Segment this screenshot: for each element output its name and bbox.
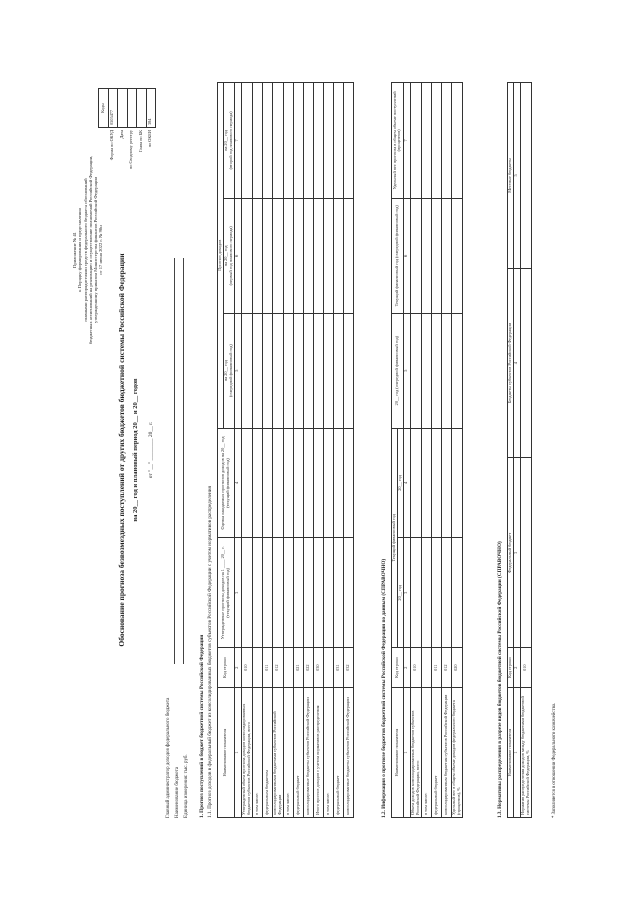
value-cell[interactable]: [333, 538, 343, 648]
col-num: 7: [403, 83, 410, 199]
th-approved: Утвержденные прогнозы доходов на 1 ____ 20__ г. (текущий финансовый год): [218, 538, 235, 648]
value-cell[interactable]: [421, 83, 431, 199]
value-cell[interactable]: [272, 538, 283, 648]
row-label: консолидированные бюджеты субъектов Российской Федерации: [303, 688, 313, 818]
value-cell[interactable]: [283, 198, 293, 313]
col-num: 7: [234, 83, 241, 199]
row-label: в том числе:: [283, 688, 293, 818]
code-label: по ОКЕИ: [147, 130, 153, 148]
section2-heading: 1.2. Информация о прогнозе бюджетов бюджетной системы Российской Федерации по данным (СПРАВОЧНО): [381, 558, 387, 818]
row-code: 030: [313, 648, 323, 688]
value-cell[interactable]: [410, 198, 421, 313]
th-cur1: 20__ год: [397, 538, 403, 648]
table-row: [431, 83, 441, 818]
th-next2: Текущий финансовый год (очередной финансовый год): [392, 198, 404, 313]
value-cell[interactable]: [241, 428, 252, 538]
col-num: 2: [234, 648, 241, 688]
row-code: 012: [441, 648, 451, 688]
value-cell[interactable]: [272, 313, 283, 428]
th-code: Код строки: [218, 648, 235, 688]
th-f2: на 20__ год (первый год планового периода): [223, 198, 234, 313]
row-code: [323, 648, 333, 688]
value-cell[interactable]: [293, 538, 303, 648]
table-norms: [507, 82, 532, 818]
value-cell[interactable]: [431, 198, 441, 313]
value-cell[interactable]: [323, 428, 333, 538]
value-cell[interactable]: [520, 268, 531, 458]
table-row: [283, 83, 293, 818]
document-title: Обоснование прогноза безвозмездных поступлений от других бюджетов бюджетной системы Российской Федерации: [117, 253, 126, 647]
table-row: [421, 83, 431, 818]
value-cell[interactable]: [451, 428, 462, 538]
row-code: 010: [410, 648, 421, 688]
table-row: [313, 83, 323, 818]
value-cell[interactable]: [410, 428, 421, 538]
value-cell[interactable]: [520, 458, 531, 648]
value-cell[interactable]: [303, 428, 313, 538]
annex-line: главными распорядителями средств федерального бюджета обоснований: [82, 178, 88, 322]
value-cell[interactable]: [313, 313, 323, 428]
th-share: Удельный вес прогноза в общем объеме поступлений (процентов): [392, 83, 404, 199]
value-cell[interactable]: [313, 428, 323, 538]
value-cell[interactable]: [431, 313, 441, 428]
value-cell[interactable]: [283, 83, 293, 199]
col-num: 2: [403, 648, 410, 688]
th-name: Наименование показателя: [392, 688, 404, 818]
value-cell[interactable]: [252, 198, 262, 313]
th-next: 20__ год (очередной финансовый год): [392, 313, 404, 428]
row-label: в том числе:: [252, 688, 262, 818]
meta-label: Наименование бюджета: [175, 766, 180, 818]
value-cell[interactable]: [323, 83, 333, 199]
value-cell[interactable]: [333, 313, 343, 428]
row-label: федеральный бюджет: [431, 688, 441, 818]
footnote: * Заполняется в отношении Федерального казначейства.: [552, 702, 557, 818]
value-cell[interactable]: [293, 83, 303, 199]
row-label: Объем доходов консолидированных бюджетов субъектов Российской Федерации, всего: [410, 688, 421, 818]
annex-line: Приложение № 41: [72, 232, 77, 268]
value-cell[interactable]: [283, 428, 293, 538]
table-forecast: [217, 82, 354, 818]
code-label: Форма по ОКУД: [109, 130, 115, 161]
th-estimate: Оценка ожидаемых прогнозов доходов на 20__ год (текущий финансовый год): [218, 428, 235, 538]
value-cell[interactable]: [252, 83, 262, 199]
code-value: 0505477: [108, 89, 118, 128]
col-num: 6: [403, 198, 410, 313]
value-cell[interactable]: [303, 313, 313, 428]
row-label: консолидированные бюджеты субъектов Российской Федерации: [343, 688, 353, 818]
table-row: [262, 83, 272, 818]
value-cell[interactable]: [441, 83, 451, 199]
value-cell[interactable]: [431, 428, 441, 538]
value-cell[interactable]: [293, 428, 303, 538]
th-code: Код строки: [508, 648, 514, 688]
code-label: Глава по БК: [137, 130, 143, 153]
row-label: Итого прогноз доходов с учетом нормативов распределения: [313, 688, 323, 818]
row-code: 011: [431, 648, 441, 688]
th-regional: Бюджеты субъектов Российской Федерации: [508, 268, 514, 458]
row-label: федеральный бюджет: [293, 688, 303, 818]
value-cell[interactable]: [313, 83, 323, 199]
document-subtitle: на 20__ год и плановый период 20__ и 20__ годов: [132, 378, 139, 522]
th-code: Код строки: [392, 648, 404, 688]
value-cell[interactable]: [451, 538, 462, 648]
table-row: [410, 83, 421, 818]
row-code: 032: [343, 648, 353, 688]
value-cell[interactable]: [262, 198, 272, 313]
code-value: 384: [146, 89, 156, 128]
row-code: [421, 648, 431, 688]
table-row: [252, 83, 262, 818]
value-cell[interactable]: [303, 83, 313, 199]
th-name: Наименование показателя: [508, 688, 514, 818]
annex-line: от 17 июня 2022 г. № 98н: [98, 225, 104, 275]
value-cell[interactable]: [441, 313, 451, 428]
row-code: 010: [520, 648, 531, 688]
col-num: 5: [513, 83, 520, 269]
col-num: 3: [403, 538, 410, 648]
meta-label: Главный администратор доходов федерального бюджета: [166, 697, 171, 818]
value-cell[interactable]: [343, 83, 353, 199]
value-cell[interactable]: [272, 83, 283, 199]
value-cell[interactable]: [410, 538, 421, 648]
row-label: Утвержденный объем прогноза доходов консолидированных бюджетов субъектов Российской Федерации, всего: [241, 688, 252, 818]
value-cell[interactable]: [343, 313, 353, 428]
value-cell[interactable]: [431, 538, 441, 648]
value-cell[interactable]: [303, 198, 313, 313]
value-cell[interactable]: [323, 198, 333, 313]
value-cell[interactable]: [313, 198, 323, 313]
th-local: Местные бюджеты: [508, 83, 514, 269]
table-row: [333, 83, 343, 818]
value-cell[interactable]: [241, 198, 252, 313]
value-cell[interactable]: [252, 428, 262, 538]
value-cell[interactable]: [410, 313, 421, 428]
value-cell[interactable]: [323, 313, 333, 428]
row-code: [252, 648, 262, 688]
col-num: 5: [403, 313, 410, 428]
th-federal: Федеральный бюджет: [508, 458, 514, 648]
section3-heading: 1.3. Нормативы распределения в разрезе видов бюджетов бюджетной системы Российской Федерации (СПРАВОЧНО): [497, 541, 503, 818]
table-row: [451, 83, 462, 818]
row-label: консолидированными бюджетами субъектов Российской Федерации: [272, 688, 283, 818]
table-row: [323, 83, 333, 818]
table-row: [272, 83, 283, 818]
row-code: 010: [241, 648, 252, 688]
col-num: 4: [513, 268, 520, 458]
value-cell[interactable]: [441, 428, 451, 538]
col-num: 4: [234, 428, 241, 538]
row-code: [283, 648, 293, 688]
value-cell[interactable]: [343, 428, 353, 538]
table-row: [293, 83, 303, 818]
value-cell[interactable]: [252, 313, 262, 428]
th-current: Текущий финансовый год: [392, 428, 398, 648]
value-cell[interactable]: [241, 538, 252, 648]
row-code: 031: [333, 648, 343, 688]
value-cell[interactable]: [451, 313, 462, 428]
meta-fields: [166, 258, 193, 818]
section1-subheading: 1.1. Прогноз доходов в федеральный бюджет из консолидированных бюджетов субъектов Российской Федерации с учетом нормативов распределения: [207, 486, 213, 818]
table-row: [520, 83, 531, 818]
table-row: [241, 83, 252, 818]
row-label: Удельный вес в общем объеме доходов федерального бюджета (процентов), %: [451, 688, 462, 818]
row-label: в том числе:: [323, 688, 333, 818]
value-cell[interactable]: [313, 538, 323, 648]
value-cell[interactable]: [241, 83, 252, 199]
document-date: от "__" ________ 20__ г.: [148, 421, 154, 479]
col-num: 1: [513, 688, 520, 818]
th-cur2: 20__ год: [397, 428, 403, 538]
value-cell[interactable]: [421, 428, 431, 538]
col-num: 2: [513, 648, 520, 688]
value-cell[interactable]: [520, 83, 531, 269]
meta-label: Единица измерения: тыс. руб.: [184, 754, 189, 818]
value-cell[interactable]: [343, 198, 353, 313]
code-label: по Сводному реестру: [128, 130, 134, 170]
value-cell[interactable]: [421, 313, 431, 428]
annex-line: утвержденному приказом Министерства финансов Российской Федерации: [93, 177, 99, 323]
table-row: [343, 83, 353, 818]
th-f1: на 20__ год (очередной финансовый год): [223, 313, 234, 428]
value-cell[interactable]: [441, 538, 451, 648]
value-cell[interactable]: [293, 313, 303, 428]
value-cell[interactable]: [283, 538, 293, 648]
table-reference: [391, 82, 463, 818]
value-cell[interactable]: [451, 83, 462, 199]
annex-line: к Порядку формирования и представления: [77, 208, 83, 292]
value-cell[interactable]: [252, 538, 262, 648]
row-label: консолидированным бюджетам субъектов Российской Федерации: [441, 688, 451, 818]
col-num: 1: [234, 688, 241, 818]
value-cell[interactable]: [343, 538, 353, 648]
row-code: 022: [303, 648, 313, 688]
col-num: 3: [513, 458, 520, 648]
col-num: 3: [234, 538, 241, 648]
value-cell[interactable]: [441, 198, 451, 313]
value-cell[interactable]: [293, 198, 303, 313]
value-cell[interactable]: [283, 313, 293, 428]
value-cell[interactable]: [262, 428, 272, 538]
value-cell[interactable]: [421, 538, 431, 648]
col-num: 5: [234, 313, 241, 428]
row-code: 021: [293, 648, 303, 688]
th-forecast: Прогноз доходов: [218, 83, 224, 429]
value-cell[interactable]: [241, 313, 252, 428]
value-cell[interactable]: [272, 198, 283, 313]
row-label: федеральным бюджетом: [262, 688, 272, 818]
row-code: 020: [451, 648, 462, 688]
value-cell[interactable]: [262, 538, 272, 648]
table-row: [303, 83, 313, 818]
value-cell[interactable]: [421, 198, 431, 313]
annex-line: бюджетных ассигнований на реализацию и осуществление полномочий Российской Федерации,: [87, 155, 93, 345]
value-cell[interactable]: [303, 538, 313, 648]
rotated-form-sheet: [60, 70, 580, 830]
section1-heading: 1. Прогноз поступлений в бюджет бюджетной системы Российской Федерации: [199, 634, 205, 818]
value-cell[interactable]: [451, 198, 462, 313]
value-cell[interactable]: [333, 428, 343, 538]
codes-header: Коды: [99, 89, 109, 128]
value-cell[interactable]: [262, 313, 272, 428]
value-cell[interactable]: [323, 538, 333, 648]
th-name: Наименование показателя: [218, 688, 235, 818]
col-num: 6: [234, 198, 241, 313]
value-cell[interactable]: [333, 198, 343, 313]
value-cell[interactable]: [410, 83, 421, 199]
row-label: федеральный бюджет: [333, 688, 343, 818]
th-f3: на 20__ год (второй год планового периода): [223, 83, 234, 199]
value-cell[interactable]: [333, 83, 343, 199]
value-cell[interactable]: [262, 83, 272, 199]
table-row: [441, 83, 451, 818]
row-label: в том числе:: [421, 688, 431, 818]
value-cell[interactable]: [272, 428, 283, 538]
row-code: 011: [262, 648, 272, 688]
col-num: 1: [403, 688, 410, 818]
row-label: Норматив распределения доходов между бюджетами бюджетной системы Российской Федерации, %: [520, 688, 531, 818]
row-code: 012: [272, 648, 283, 688]
code-label: Дата: [118, 130, 124, 139]
col-num: 4: [403, 428, 410, 538]
value-cell[interactable]: [431, 83, 441, 199]
